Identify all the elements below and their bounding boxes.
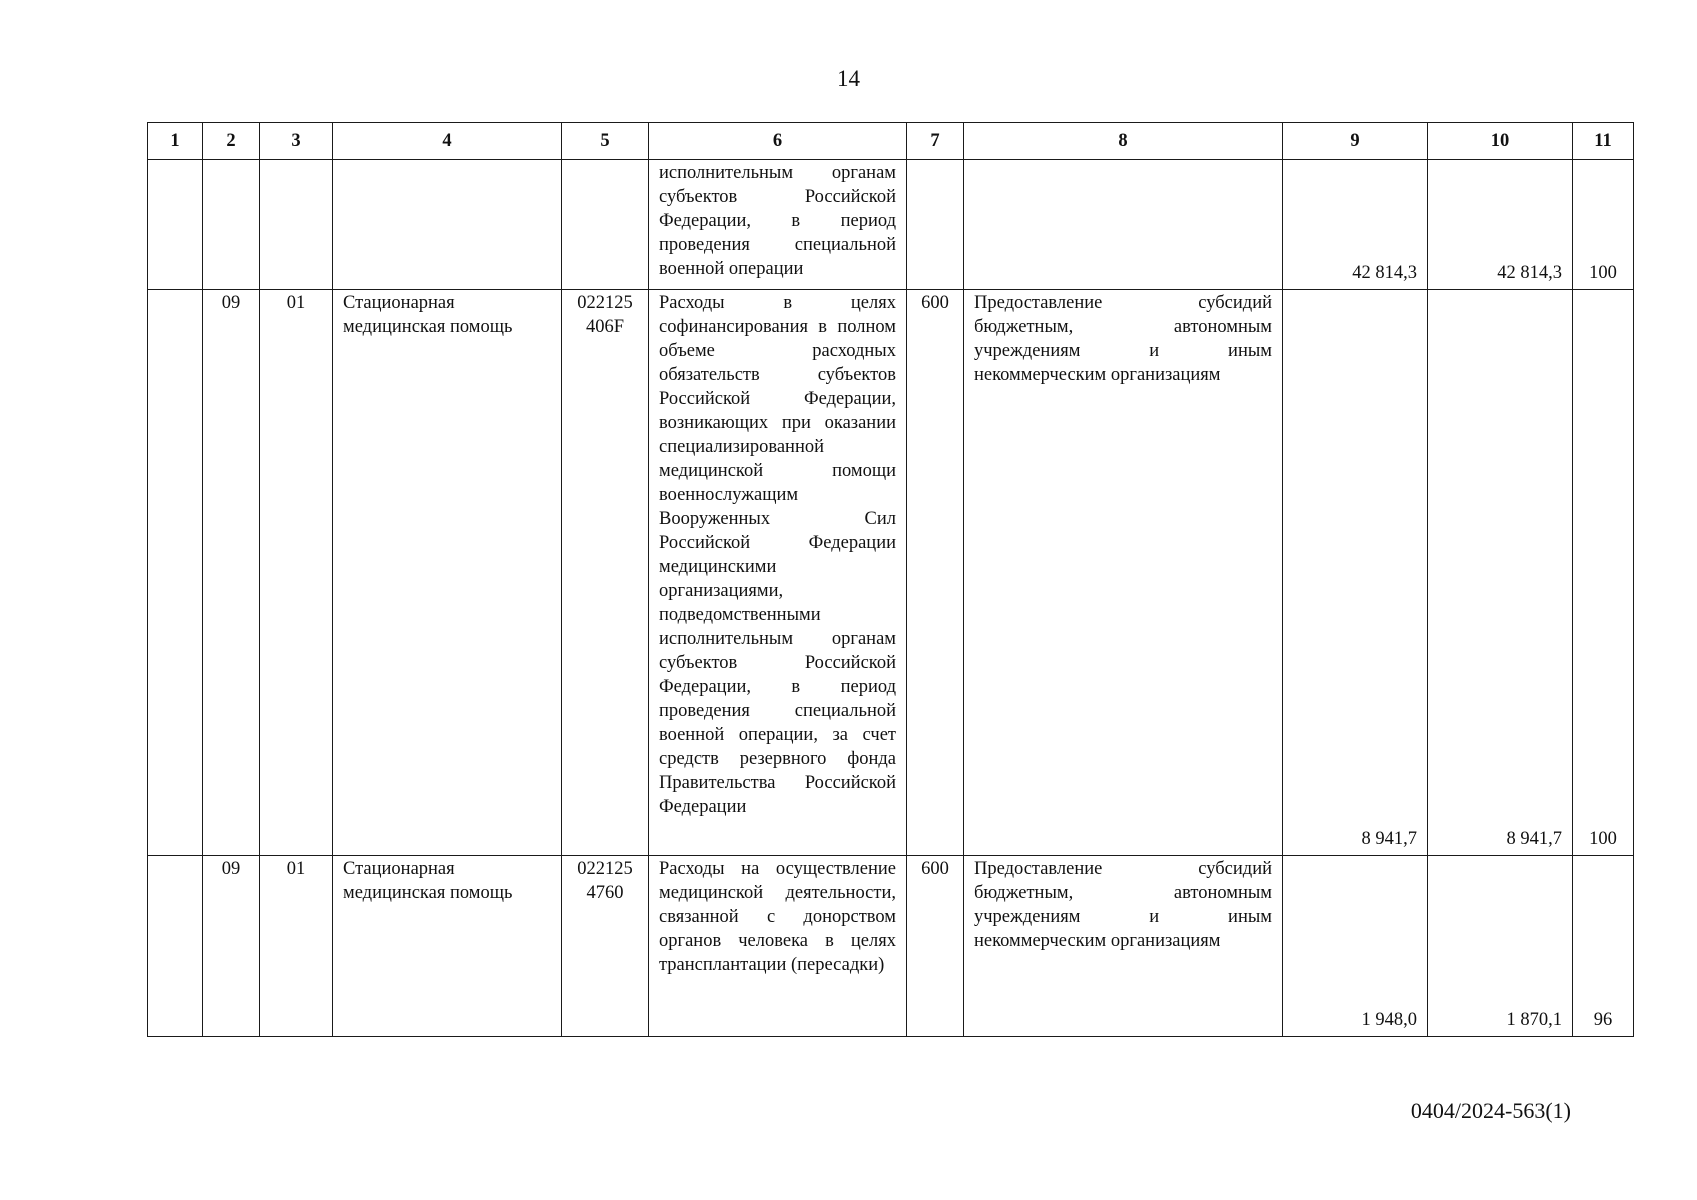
cell-executed: 8 941,7 [1428,290,1573,856]
cell-target-code: 022125 4760 [562,856,649,1037]
budget-table [147,122,1634,1037]
cell-executed: 1 870,1 [1428,856,1573,1037]
document-code: 0404/2024-563(1) [1410,1098,1571,1123]
cell-planned: 8 941,7 [1283,290,1428,856]
col-header-9: 9 [1283,123,1428,160]
col-header-2: 2 [203,123,260,160]
cell-subsection [260,160,333,290]
cell-expense-code: 600 [907,856,964,1037]
col-header-3: 3 [260,123,333,160]
table-row [148,290,1634,856]
cell-name: Стационарная медицинская помощь [333,856,562,1037]
col-header-7: 7 [907,123,964,160]
cell-target-code [562,160,649,290]
cell-subsection: 01 [260,290,333,856]
cell-expense-type: Предоставление субсидий бюджетным, автономным учреждениям и иным некоммерческим организациям [964,856,1283,1037]
col-header-11: 11 [1573,123,1634,160]
cell-expense-code: 600 [907,290,964,856]
col-header-5: 5 [562,123,649,160]
cell-name: Стационарная медицинская помощь [333,290,562,856]
cell-planned: 42 814,3 [1283,160,1428,290]
col-header-10: 10 [1428,123,1573,160]
cell-description: Расходы на осуществление медицинской деятельности, связанной с донорством органов человека в целях трансплантации (пересадки) [649,856,907,1037]
cell-executed: 42 814,3 [1428,160,1573,290]
cell-percent: 96 [1573,856,1634,1037]
cell-section: 09 [203,290,260,856]
col-header-4: 4 [333,123,562,160]
cell-percent: 100 [1573,160,1634,290]
table-row [148,160,1634,290]
cell-description: Расходы в целях софинансирования в полном объеме расходных обязательств субъектов Российской Федерации, возникающих при оказании специализированной медицинской помощи военнослужащим Вооруженных Сил Российской Федерации медицинскими организациями, подведомственными исполнительным органам субъектов Российской Федерации, в период проведения специальной военной операции, за счет средств резервного фонда Правительства Российской Федерации [649,290,907,856]
cell-section: 09 [203,856,260,1037]
cell-percent: 100 [1573,290,1634,856]
page-number: 14 [837,66,860,91]
cell-target-code: 022125 406F [562,290,649,856]
cell-col-1 [148,290,203,856]
table-row [148,856,1634,1037]
cell-expense-type [964,160,1283,290]
header-row [148,123,1634,160]
cell-name [333,160,562,290]
col-header-8: 8 [964,123,1283,160]
cell-subsection: 01 [260,856,333,1037]
cell-expense-type: Предоставление субсидий бюджетным, автономным учреждениям и иным некоммерческим организациям [964,290,1283,856]
col-header-6: 6 [649,123,907,160]
cell-description: исполнительным органам субъектов Российской Федерации, в период проведения специальной военной операции [649,160,907,290]
cell-expense-code [907,160,964,290]
cell-section [203,160,260,290]
col-header-1: 1 [148,123,203,160]
cell-col-1 [148,160,203,290]
cell-planned: 1 948,0 [1283,856,1428,1037]
cell-col-1 [148,856,203,1037]
